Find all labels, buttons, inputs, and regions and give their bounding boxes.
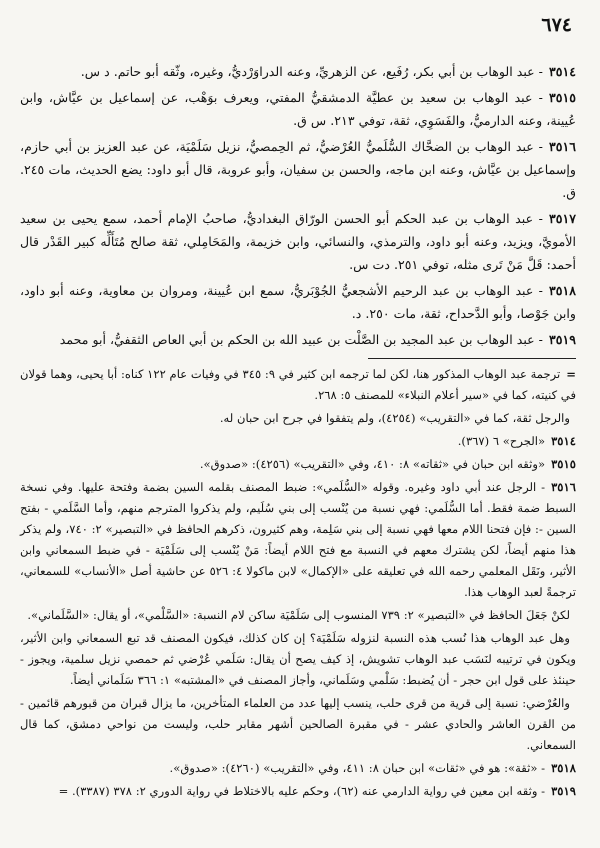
- biography-entry: [20, 207, 576, 276]
- main-text: [20, 60, 576, 354]
- footnote: [20, 431, 576, 452]
- footnote: [20, 364, 576, 406]
- footnote-text: «وثقه ابن حبان في «ثقاته» ٨: ٤١٠، وفي «التقريب» (٤٢٥٦): «صدوق».: [199, 457, 546, 471]
- entry-text: - عبد الوهاب بن عبد المجيد بن الصَّلْت بن عبيد الله بن الحكم بن أبي العاص الثقفيُّ، أبو محمد: [59, 332, 543, 347]
- entry-text: - عبد الوهاب بن أبي بكر، رُفَيع، عن الزهريِّ، وعنه الدراوَرْديُّ، وغيره، وثّقه أبو حاتم. د س.: [80, 64, 543, 79]
- entry-text: - عبد الوهاب بن عبد الحكم أبو الحسن الورّاق البغداديُّ، صاحبُ الإمام أحمد، سمع يحيى بن سعيد الأمويَّ، ويزيد، وعنه أبو داود، والترمذي، والنسائي، وابن خزيمة، والمَحَامِلي، ثقة صالح مُتَأَلِّه كبير القَدْر قال أحمد: قَلَّ مَنْ تَرى مثله، توفي ٢٥١. دت س.: [20, 211, 576, 272]
- biography-entry: [20, 135, 576, 204]
- footnote: [20, 454, 576, 475]
- footnote-number: ٣٥١٤: [551, 434, 576, 448]
- footnote: [20, 781, 576, 802]
- biography-entry: [20, 60, 576, 83]
- footnote-text: وهل عبد الوهاب هذا نُسب هذه النسبة لنزوله سَلَمْيَة؟ إن كان كذلك، فيكون المصنف قد تبع السمعاني وابن الأثير، ويكون في ترتيبه لنَسَب عبد الوهاب تشويش، إذ كيف يصح أن يقال: سَلَمي عُرْضي ثم حمصي نزيل سلمية، ويجوز - حينئذ على قول ابن حجر - أن يُضبط: سَلْمي وسَلَماني، وأجاز المصنف في «المشتبه» ١: ٣٦٦ سَلَماني أيضاً.: [20, 631, 576, 687]
- footnote: [20, 477, 576, 603]
- footnote-text: ترجمة عبد الوهاب المذكور هنا، لكن لما ترجمه ابن كثير في ٩: ٣٤٥ في وفيات عام ١٢٢ كناه: أبا يحيى، وهما قولان في كنيته، كما في «سير أعلام النبلاء» للمصنف ٥: ٢٦٨.: [20, 367, 576, 402]
- footnote-number: ٣٥١٦: [551, 480, 576, 494]
- footnote-number: ٣٥١٥: [551, 457, 576, 471]
- entry-number: ٣٥١٤: [548, 64, 576, 79]
- footnote-number: ٣٥١٩: [551, 784, 576, 798]
- footnote-text: - الرجل عند أبي داود وغيره. وقوله «السُّلَمي»: ضبط المصنف بقلمه السين بضمة وفتحة عليها. وفي نسخة السبط ضمة فقط. أما السُّلَمي: فهي نسبة من يُنْسب إلى بني سُلَيم، ولم يذكروا المترجم منهم، وأما السَّلَمي - بفتح السين -: فإن فتحنا اللام معها فهي نسبة إلى بني سَلِمة، وهم كثيرون، ذكرهم الحافظ في «التبصير» ٢: ٧٤٠، ولم يذكر هذا منهم أيضاً، لكن يشترك معهم في النسبة مع فتح اللام أيضاً: مَنْ يُنْسب إلى سَلَمْيَة - في ضبط السمعاني وابن الأثير، ونَقَل المعلمي رحمه الله في تعليقه على «الإكمال» لابن ماكولا ٤: ٥٢٦ عن حاشية أصل «الأنساب» للسمعاني، ترجمةً لعبد الوهاب هذا.: [20, 480, 577, 599]
- footnote-number: =: [566, 367, 576, 381]
- footnote: [20, 605, 576, 626]
- biography-entry: [20, 279, 576, 325]
- footnote-text: والعُرْضي: نسبة إلى قرية من قرى حلب، ينسب إليها عدد من العلماء المتأخرين، ما يزال قبران من قبورهم قائمين - من القرن العاشر والحادي عشر - في مقبرة الصالحين أشهر مقابر حلب، وليست من نواحي دمشق، كما قال السمعاني.: [20, 696, 576, 752]
- biography-entry: [20, 86, 576, 132]
- page-number: ٦٧٤: [541, 14, 572, 36]
- footnote: [20, 628, 576, 691]
- entry-number: ٣٥١٩: [548, 332, 576, 347]
- footnote-number: ٣٥١٨: [551, 761, 576, 775]
- entry-number: ٣٥١٥: [548, 90, 576, 105]
- footnotes: [20, 364, 576, 804]
- entry-text: - عبد الوهاب بن عبد الرحيم الأشجعيُّ الجُوْبَريُّ، سمع ابن عُيينة، ومروان بن معاوية، وعنه أبو داود، وابن جَوْصا، وأبو الدَّحداح، ثقة، مات ٢٥٠. د.: [20, 283, 576, 321]
- entry-text: - عبد الوهاب بن الضحَّاك السُّلَميُّ العُرْضيُّ، ثم الحِمصيُّ، نزيل سَلَمْيَة، عن عبد العزيز بن أبي حازم، وإسماعيل بن عيَّاش، وعنه ابن ماجه، والحسن بن سفيان، وأبو عروبة، قال أبو داود: يضع الحديث، مات ٢٤٥. ق.: [20, 139, 576, 200]
- footnote: [20, 408, 576, 429]
- entry-number: ٣٥١٨: [548, 283, 576, 298]
- footnote-text: والرجل ثقة، كما في «التقريب» (٤٢٥٤)، ولم يتفقوا في جرح ابن حبان له.: [219, 411, 570, 425]
- entry-number: ٣٥١٦: [548, 139, 576, 154]
- footnote-text: لكنْ جَعَلَ الحافظ في «التبصير» ٢: ٧٣٩ المنسوب إلى سَلَمْيَة ساكن لام النسبة: «السَّلْمي»، أو يقال: «السَّلَماني».: [27, 608, 570, 622]
- biography-entry: [20, 328, 576, 351]
- footnote: [20, 758, 576, 779]
- footnote: [20, 693, 576, 756]
- footnote-separator: [368, 358, 576, 359]
- entry-number: ٣٥١٧: [548, 211, 576, 226]
- entry-text: - عبد الوهاب بن سعيد بن عطيَّة الدمشقيُّ المفتي، ويعرف بوَهْب، عن إسماعيل بن عيَّاش، وابن عُيينة، وعنه الدارميُّ، والفَسَوِي، ثقة، توفي ٢١٣. س ق.: [20, 90, 576, 128]
- footnote-text: - «ثقة»: هو في «ثقات» ابن حبان ٨: ٤١١، وفي «التقريب» (٤٢٦٠): «صدوق».: [169, 761, 546, 775]
- footnote-text: - وثقه ابن معين في رواية الدارمي عنه (٦٢)، وحكم عليه بالاختلاط في رواية الدوري ٢: ٣٧٨ (٣٣٨٧). =: [58, 784, 546, 798]
- footnote-text: «الجرح» ٦ (٣٦٧).: [457, 434, 546, 448]
